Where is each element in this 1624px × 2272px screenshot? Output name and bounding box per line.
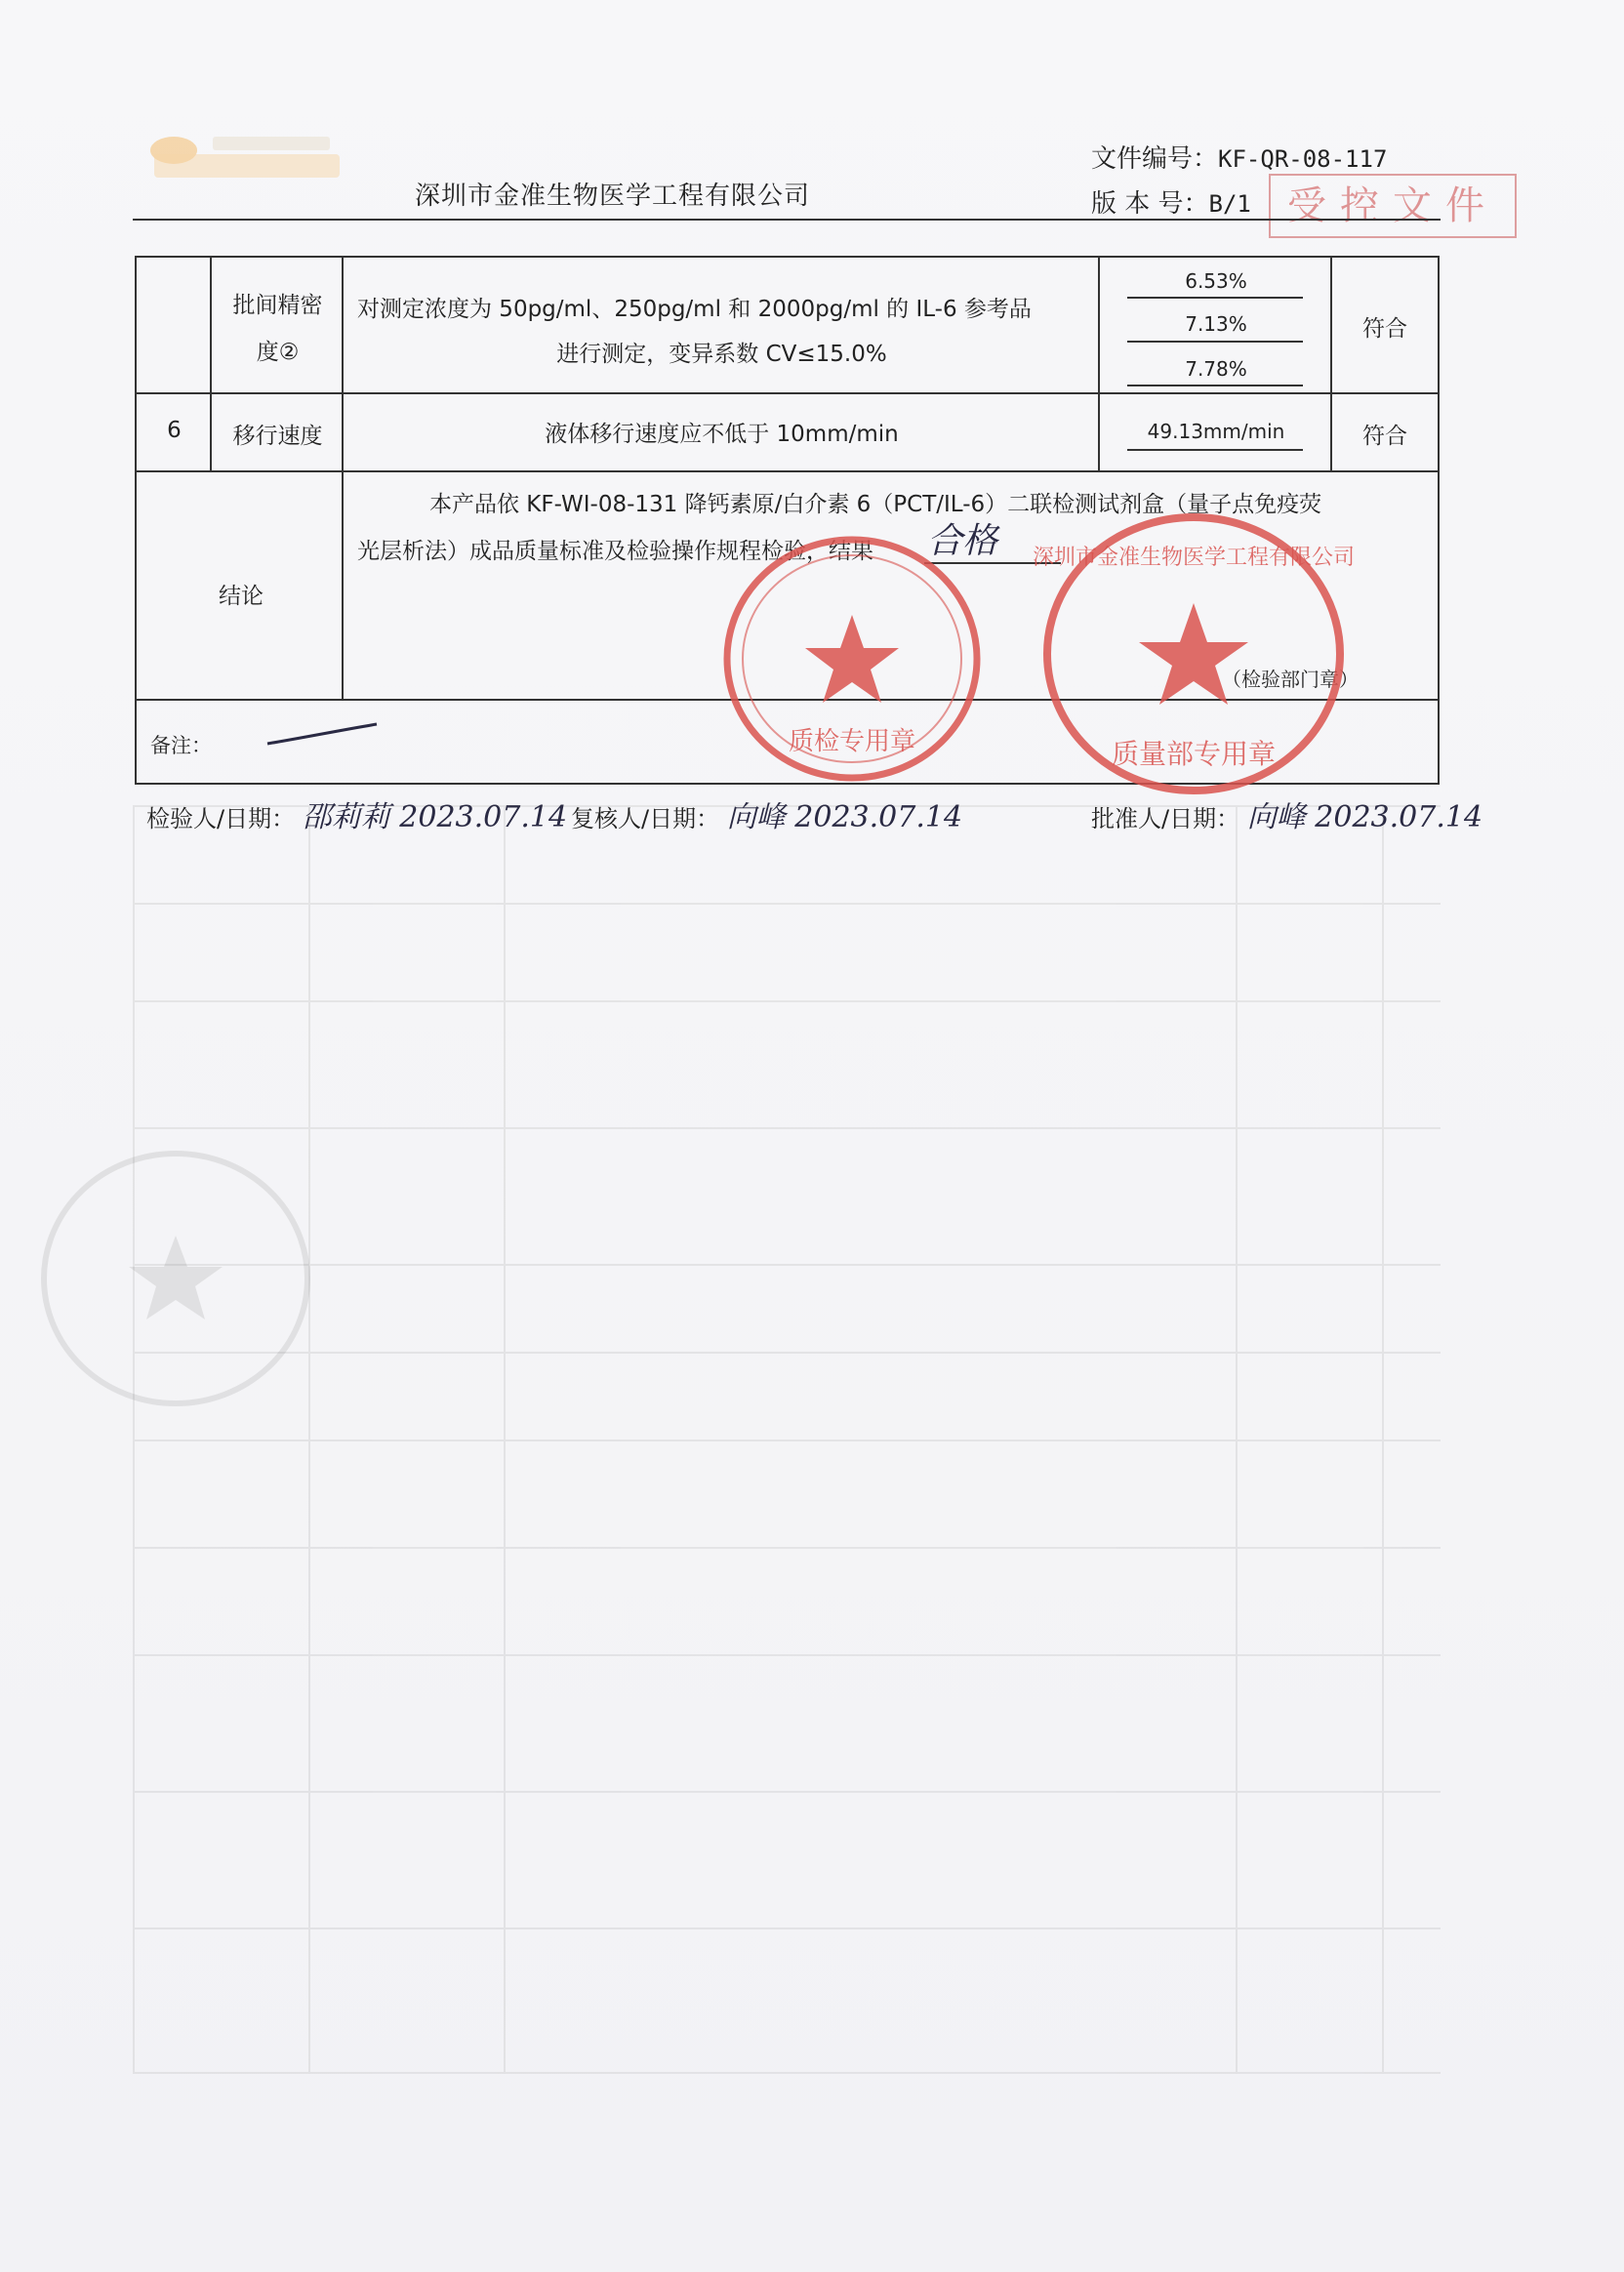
approver-label: 批准人/日期： bbox=[1091, 805, 1240, 832]
row1-item-cell bbox=[212, 258, 344, 394]
row2-result: 49.13mm/min bbox=[1147, 420, 1285, 443]
row1-result-3: 7.78% bbox=[1185, 357, 1247, 381]
final-text-line1: 本产品依 KF-WI-08-131 降钙素原/白介素 6（PCT/IL-6）二联检测试剂盒（量子点免疫荧 bbox=[429, 492, 1322, 517]
final-label: 结论 bbox=[219, 584, 264, 609]
row2-results-cell bbox=[1100, 394, 1332, 472]
row1-requirement-line2: 进行测定，变异系数 CV≤15.0% bbox=[556, 342, 887, 367]
row1-item-line1: 批间精密 bbox=[232, 293, 323, 318]
row2-conclusion-cell bbox=[1332, 394, 1438, 472]
row2-conclusion: 符合 bbox=[1362, 424, 1407, 449]
doc-no-label: 文件编号： bbox=[1091, 144, 1219, 174]
row2-no-cell bbox=[137, 394, 212, 472]
row1-result-1: 6.53% bbox=[1185, 269, 1247, 293]
row1-requirement-line1: 对测定浓度为 50pg/ml、250pg/ml 和 2000pg/ml 的 IL-6 参考品 bbox=[357, 297, 1032, 322]
row2-item: 移行速度 bbox=[232, 424, 323, 449]
result-underline bbox=[1127, 341, 1303, 343]
inspector-sig: 邵莉莉 2023.07.14 bbox=[302, 800, 568, 834]
final-label-cell bbox=[137, 472, 344, 701]
row2-requirement: 液体移行速度应不低于 10mm/min bbox=[545, 422, 899, 447]
version-label: 版 本 号： bbox=[1091, 189, 1209, 219]
reviewer-sig: 向峰 2023.07.14 bbox=[726, 800, 963, 834]
handwritten-result: 合格 bbox=[927, 521, 998, 561]
company-name: 深圳市金准生物医学工程有限公司 bbox=[415, 182, 811, 211]
row2-item-cell bbox=[212, 394, 344, 472]
row2-requirement-cell bbox=[344, 394, 1100, 472]
remark-strike-line bbox=[264, 720, 381, 750]
faint-reverse-stamp bbox=[29, 1142, 322, 1415]
final-text-line2: 光层析法）成品质量标准及检验操作规程检验，结果 bbox=[357, 539, 873, 564]
reverse-side-bleedthrough bbox=[133, 805, 1441, 2093]
company-logo bbox=[144, 129, 349, 187]
right-stamp-bottom: 质量部专用章 bbox=[1111, 738, 1277, 770]
header-divider bbox=[133, 219, 1441, 221]
left-inspection-stamp bbox=[710, 527, 994, 791]
row1-item-line2: 度② bbox=[256, 340, 300, 365]
left-stamp-text: 质检专用章 bbox=[788, 727, 916, 756]
inspector-label: 检验人/日期： bbox=[146, 805, 296, 832]
approver-sig: 向峰 2023.07.14 bbox=[1246, 800, 1483, 834]
dept-stamp-label: （检验部门章） bbox=[1222, 668, 1359, 691]
version-value: B/1 bbox=[1208, 190, 1251, 218]
doc-no-value: KF-QR-08-117 bbox=[1218, 145, 1388, 173]
right-stamp-text: 深圳市金准生物医学工程有限公司 bbox=[1033, 546, 1355, 570]
row2-no: 6 bbox=[167, 418, 182, 443]
result-underline bbox=[1127, 297, 1303, 299]
row1-results-cell bbox=[1100, 258, 1332, 394]
remark-label: 备注： bbox=[150, 734, 212, 757]
result-underline bbox=[1127, 385, 1303, 386]
row1-conclusion: 符合 bbox=[1362, 316, 1407, 342]
reviewer-label: 复核人/日期： bbox=[571, 805, 720, 832]
right-quality-stamp bbox=[1033, 507, 1355, 800]
row1-conclusion-cell bbox=[1332, 258, 1438, 394]
row1-requirement-cell bbox=[344, 258, 1100, 394]
row1-result-2: 7.13% bbox=[1185, 312, 1247, 336]
result-underline bbox=[1127, 449, 1303, 451]
controlled-document-stamp: 受控文件 bbox=[1269, 174, 1517, 238]
row1-no-cell bbox=[137, 258, 212, 394]
